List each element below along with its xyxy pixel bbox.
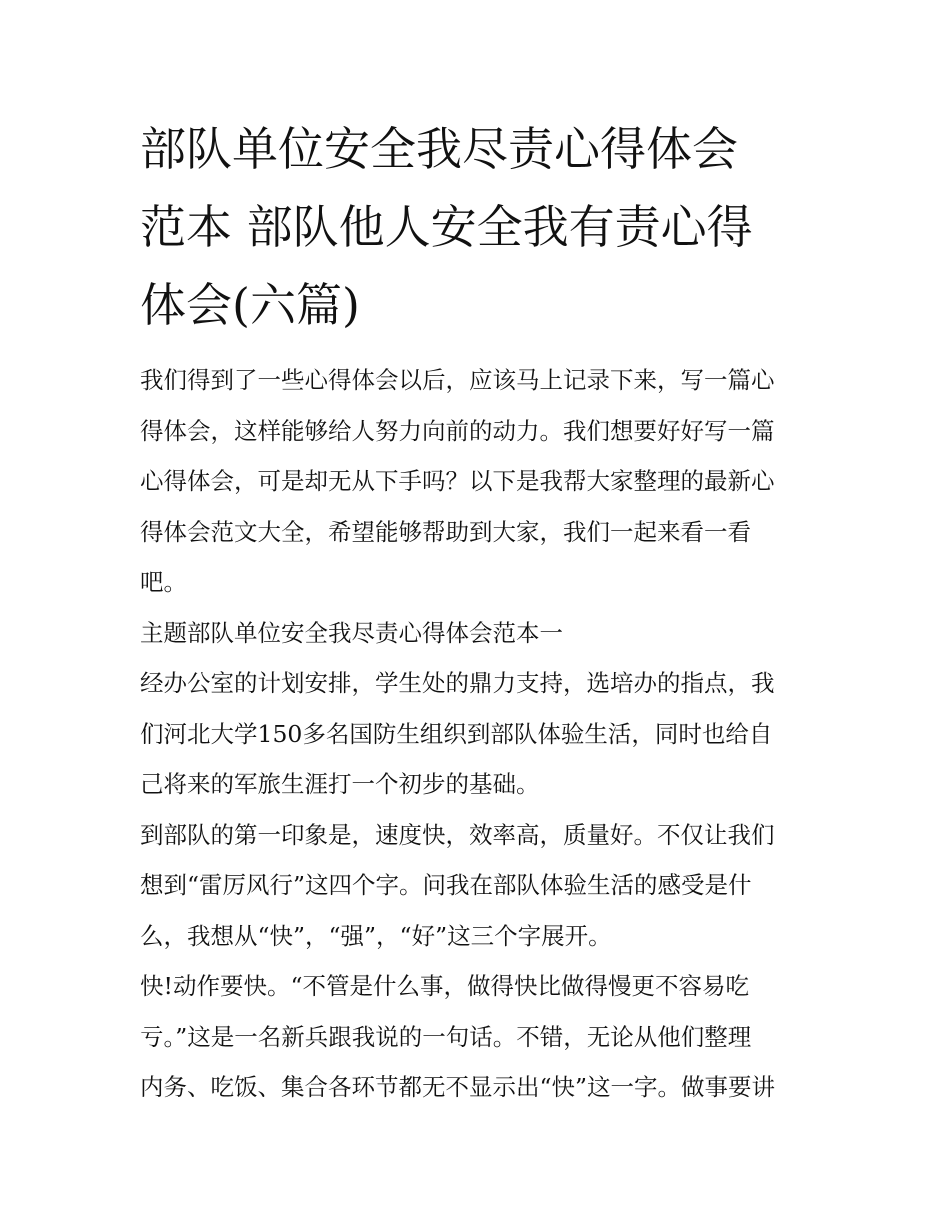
body-line: 快!动作要快。“不管是什么事，做得快比做得慢更不容易吃 [140, 972, 749, 1000]
body-line: 得体会范文大全，希望能够帮助到大家，我们一起来看一看 [140, 517, 751, 546]
body-line: 己将来的军旅生涯打一个初步的基础。 [140, 770, 540, 798]
body-line: 亏。”这是一名新兵跟我说的一句话。不错，无论从他们整理 [140, 1022, 752, 1051]
body-line: 到部队的第一印象是，速度快，效率高，质量好。不仅让我们 [140, 820, 775, 849]
body-line: 们河北大学150多名国防生组织到部队体验生活，同时也给自 [140, 719, 773, 748]
section-heading: 主题部队单位安全我尽责心得体会范本一 [140, 618, 563, 647]
body-line: 吧。 [140, 568, 187, 596]
document-body [140, 355, 840, 1113]
body-line: 内务、吃饭、集合各环节都无不显示出“快”这一字。做事要讲 [140, 1073, 776, 1101]
body-line: 想到“雷厉风行”这四个字。问我在部队体验生活的感受是什 [140, 871, 752, 899]
title-line: 部队单位安全我尽责心得体会 [140, 122, 738, 176]
body-line: 经办公室的计划安排，学生处的鼎力支持，选培办的指点，我 [140, 669, 775, 697]
title-line: 体会(六篇) [140, 278, 360, 332]
title-line: 范本 部队他人安全我有责心得 [140, 200, 753, 254]
body-line: 得体会，这样能够给人努力向前的动力。我们想要好好写一篇 [140, 416, 775, 445]
body-line: 么，我想从“快”，“强”，“好”这三个字展开。 [140, 921, 612, 950]
document-title [140, 110, 840, 344]
body-line: 我们得到了一些心得体会以后，应该马上记录下来，写一篇心 [140, 366, 775, 394]
body-line: 心得体会，可是却无从下手吗？以下是我帮大家整理的最新心 [140, 467, 775, 495]
